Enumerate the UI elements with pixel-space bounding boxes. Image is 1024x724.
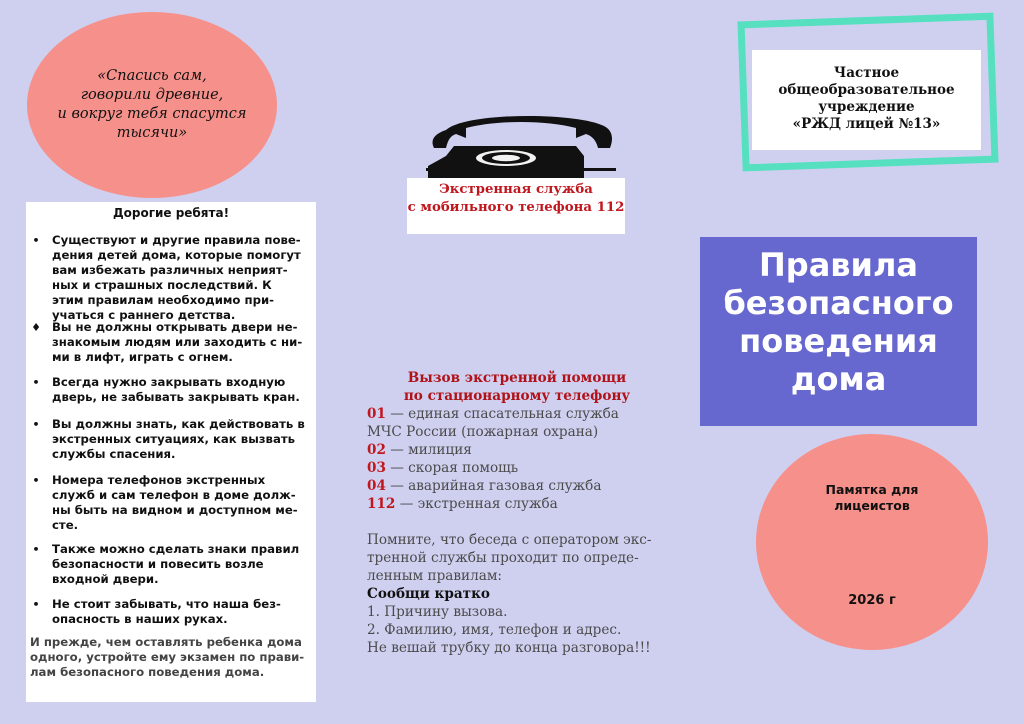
bullet-icon: • — [32, 543, 40, 556]
memo-circle — [756, 434, 988, 650]
note-line: ленным правилам: — [367, 568, 502, 584]
rule-line: дения детей дома, которые помогут — [52, 248, 301, 262]
mobile-emergency-box — [407, 178, 625, 234]
step-line: 2. Фамилию, имя, телефон и адрес. — [367, 622, 622, 638]
memo-line: Памятка для — [825, 482, 919, 497]
bullet-icon: • — [32, 474, 40, 487]
step-line: 1. Причину вызова. — [367, 604, 508, 620]
title-line: безопасного — [723, 284, 954, 322]
service-number: 04 — [367, 478, 386, 494]
service-name: — аварийная газовая служба — [385, 478, 602, 494]
emergency-numbers — [367, 369, 667, 657]
bullet-icon: • — [32, 234, 40, 247]
service-name: — милиция — [385, 442, 472, 458]
rule-line: ми в лифт, играть с огнем. — [52, 350, 233, 364]
rule-line: Номера телефонов экстренных — [52, 473, 266, 487]
service-row — [367, 423, 667, 441]
quote-line: «Спасись сам, — [97, 68, 207, 84]
rule-line: службы спасения. — [52, 447, 176, 461]
title-line: Правила — [759, 246, 918, 284]
quote-line: и вокруг тебя спасутся — [57, 106, 247, 122]
rule-line: Вы должны знать, как действовать в — [52, 417, 305, 431]
mobile-emergency-line: Экстренная служба — [439, 182, 593, 197]
note-line: Помните, что беседа с оператором экс- — [367, 532, 652, 548]
service-name: — экстренная служба — [395, 496, 558, 512]
step-line: Не вешай трубку до конца разговора!!! — [367, 640, 651, 656]
rule-line: учаться с раннего детства. — [52, 308, 236, 322]
quote-line: тысячи» — [116, 125, 188, 141]
bullet-icon: • — [32, 418, 40, 431]
service-row — [367, 459, 667, 477]
brochure-title — [700, 237, 977, 426]
quote-ellipse — [27, 12, 277, 198]
rule-line: ных и страшных последствий. К — [52, 278, 272, 292]
service-number: 01 — [367, 406, 386, 422]
rule-line: Также можно сделать знаки правил — [52, 542, 300, 556]
rule-line: Существуют и другие правила пове- — [52, 233, 301, 247]
quote-text — [47, 67, 257, 143]
service-number: 02 — [367, 442, 386, 458]
emergency-heading: Вызов экстренной помощи — [407, 370, 627, 386]
bullet-icon: • — [32, 376, 40, 389]
conclusion-line: И прежде, чем оставлять ребенка дома — [30, 635, 302, 649]
rules-panel — [26, 202, 316, 702]
rule-line: вам избежать различных неприят- — [52, 263, 288, 277]
service-row — [367, 477, 667, 495]
rule-line: Вы не должны открывать двери не- — [52, 320, 298, 334]
diamond-bullet-icon: ♦ — [31, 321, 41, 334]
service-number: 03 — [367, 460, 386, 476]
bullet-icon: • — [32, 598, 40, 611]
memo-line: лицеистов — [834, 498, 910, 513]
service-name: — единая спасательная служба — [385, 406, 619, 422]
rule-line: входной двери. — [52, 572, 159, 586]
service-name: МЧС России (пожарная охрана) — [367, 424, 599, 440]
rule-line: Не стоит забывать, что наша без- — [52, 597, 281, 611]
rule-line: экстренных ситуациях, как вызвать — [52, 432, 296, 446]
school-line: учреждение — [818, 99, 915, 115]
rule-line: знакомым людям или заходить с ни- — [52, 335, 303, 349]
telephone-icon — [426, 108, 616, 180]
rule-line: ны быть на видном и доступном ме- — [52, 503, 298, 517]
rule-line: этим правилам необходимо при- — [52, 293, 275, 307]
quote-line: говорили древние, — [80, 87, 224, 103]
rule-line: опасность в наших руках. — [52, 612, 228, 626]
rules-conclusion — [30, 635, 316, 680]
brief-label: Сообщи кратко — [367, 586, 490, 602]
emergency-heading: по стационарному телефону — [403, 388, 631, 404]
service-number: 112 — [367, 496, 396, 512]
rule-line: безопасности и повесить возле — [52, 557, 264, 571]
mobile-emergency-line: с мобильного телефона 112 — [407, 200, 625, 215]
title-line: поведения — [739, 322, 938, 360]
school-line: Частное — [833, 65, 900, 81]
title-line: дома — [790, 360, 887, 398]
note-line: тренной службы проходит по опреде- — [367, 550, 639, 566]
rule-line: сте. — [52, 518, 79, 532]
conclusion-line: лам безопасного поведения дома. — [30, 665, 265, 679]
rule-line: служб и сам телефон в доме долж- — [52, 488, 296, 502]
school-line: «РЖД лицей №13» — [792, 116, 941, 132]
conclusion-line: одного, устройте ему экзамен по прави- — [30, 650, 305, 664]
service-row — [367, 441, 667, 459]
service-row — [367, 495, 667, 513]
memo-year: 2026 г — [848, 593, 896, 608]
rule-line: Всегда нужно закрывать входную — [52, 375, 286, 389]
rule-line: дверь, не забывать закрывать кран. — [52, 390, 300, 404]
school-line: общеобразовательное — [778, 82, 955, 98]
service-name: — скорая помощь — [385, 460, 519, 476]
memo-label — [756, 482, 988, 514]
service-row — [367, 405, 667, 423]
rules-panel-title: Дорогие ребята! — [112, 206, 230, 220]
school-name-box — [752, 50, 981, 150]
